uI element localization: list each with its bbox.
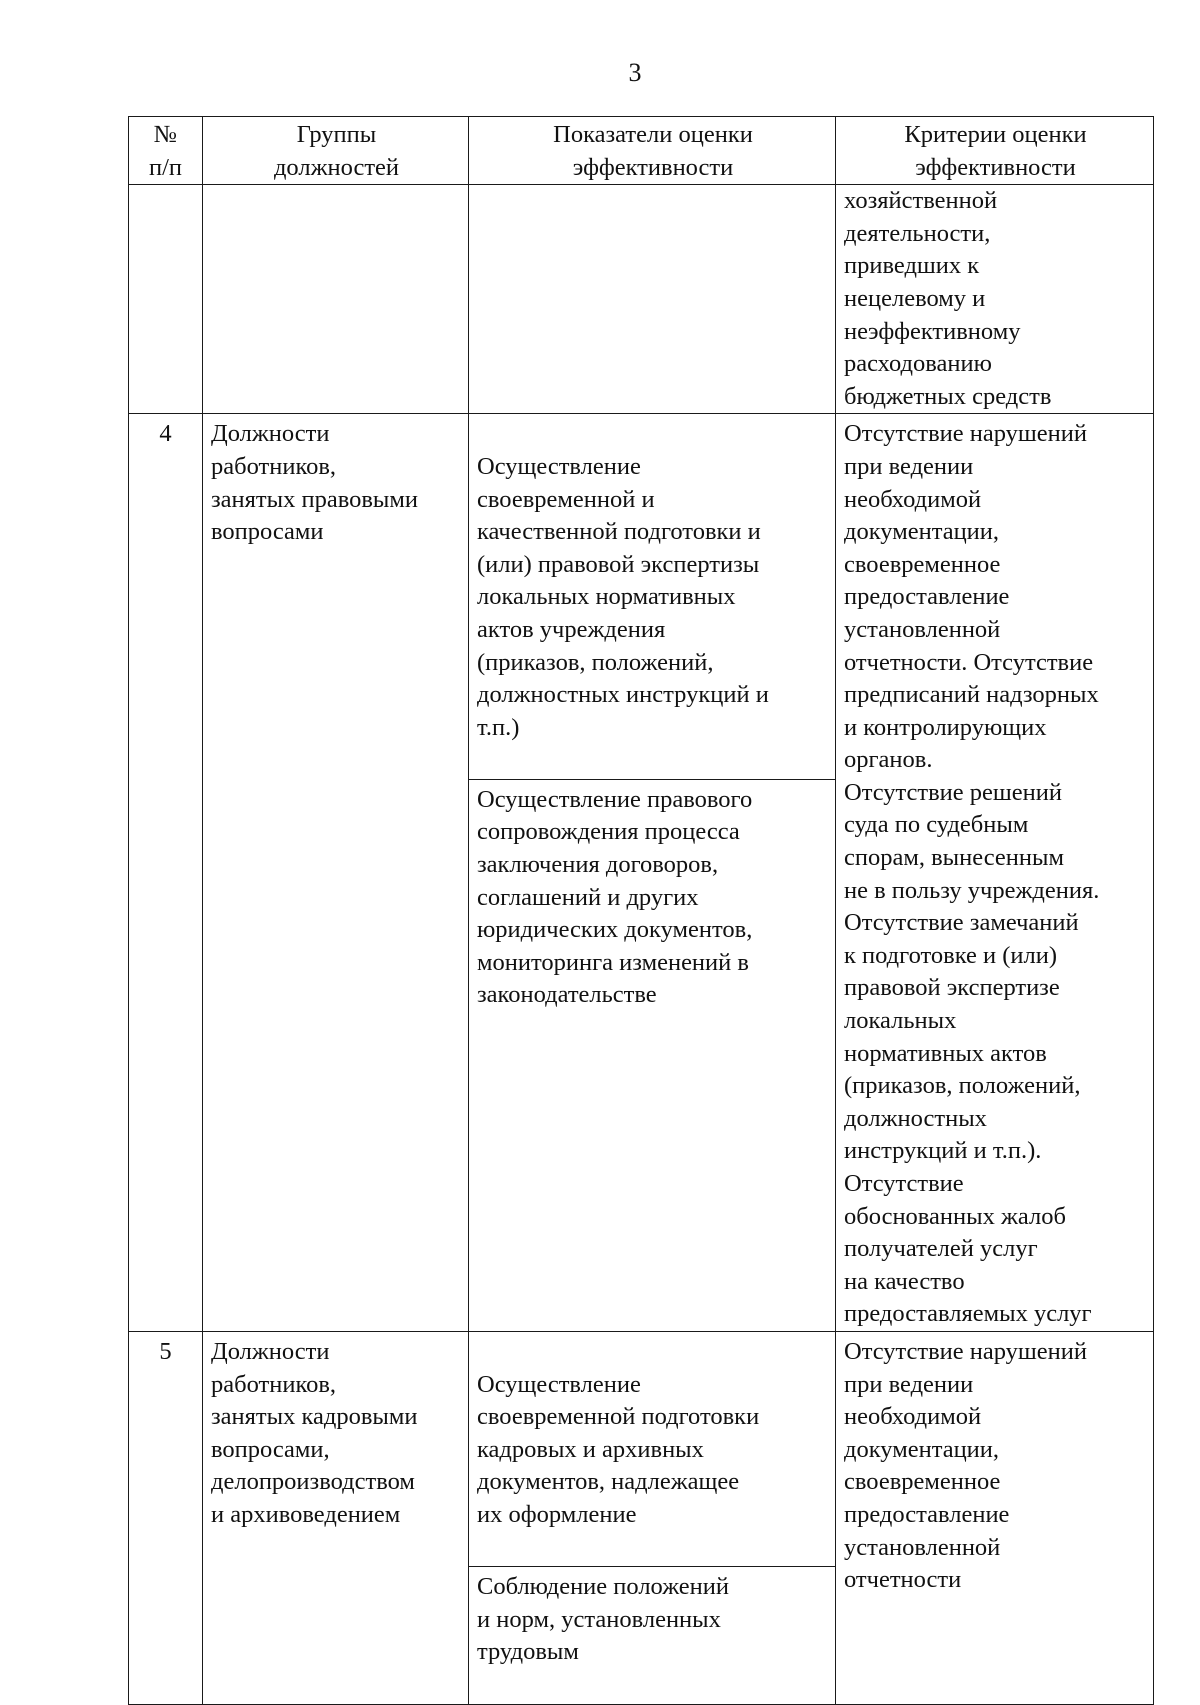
cell-criteria: Отсутствие нарушений при ведении необходимой документации, своевременное предоставление установленной отчетности	[836, 1331, 1154, 1704]
indicator-item: Осуществление правового сопровождения процесса заключения договоров, соглашений и других юридических документов, мониторинга изменений в законодательстве	[469, 779, 835, 1014]
cell-criteria: хозяйственной деятельности, приведших к нецелевому и неэффективному расходованию бюджетных средств	[836, 185, 1154, 414]
header-efficiency-indicators: Показатели оценки эффективности	[469, 117, 836, 185]
header-number: № п/п	[129, 117, 203, 185]
page-number: 3	[628, 58, 642, 87]
cell-indicators	[469, 185, 836, 414]
cell-criteria: Отсутствие нарушений при ведении необходимой документации, своевременное предоставление установленной отчетности. Отсутствие предписаний надзорных и контролирующих органов. Отсутствие решений суда по судебным спорам, вынесенным не в пользу учреждения. Отсутствие замечаний к подготовке и (или) правовой экспертизе локальных нормативных актов (приказов, положений, должностных инструкций и т.п.). Отсутствие обоснованных жалоб получателей услуг на качество предоставляемых услуг	[836, 414, 1154, 1332]
table-row-5	[129, 1331, 1154, 1704]
cell-number	[129, 185, 203, 414]
cell-group: Должности работников, занятых кадровыми вопросами, делопроизводством и архивоведением	[203, 1331, 469, 1704]
table-header-row	[129, 117, 1154, 185]
efficiency-criteria-table	[128, 116, 1154, 1705]
header-position-groups: Группы должностей	[203, 117, 469, 185]
indicator-item: Осуществление своевременной и качественной подготовки и (или) правовой экспертизы локальных нормативных актов учреждения (приказов, положений, должностных инструкций и т.п.)	[477, 452, 769, 741]
table-row-4	[129, 414, 1154, 1332]
cell-number: 4	[129, 414, 203, 1332]
cell-group	[203, 185, 469, 414]
cell-indicators	[469, 1331, 836, 1704]
indicator-item: Осуществление своевременной подготовки кадровых и архивных документов, надлежащее их оформление	[477, 1370, 760, 1528]
header-efficiency-criteria: Критерии оценки эффективности	[836, 117, 1154, 185]
cell-indicators	[469, 414, 836, 1332]
cell-group: Должности работников, занятых правовыми вопросами	[203, 414, 469, 1332]
cell-number: 5	[129, 1331, 203, 1704]
indicator-item: Соблюдение положений и норм, установленных трудовым	[469, 1566, 835, 1671]
table-row-continued	[129, 185, 1154, 414]
